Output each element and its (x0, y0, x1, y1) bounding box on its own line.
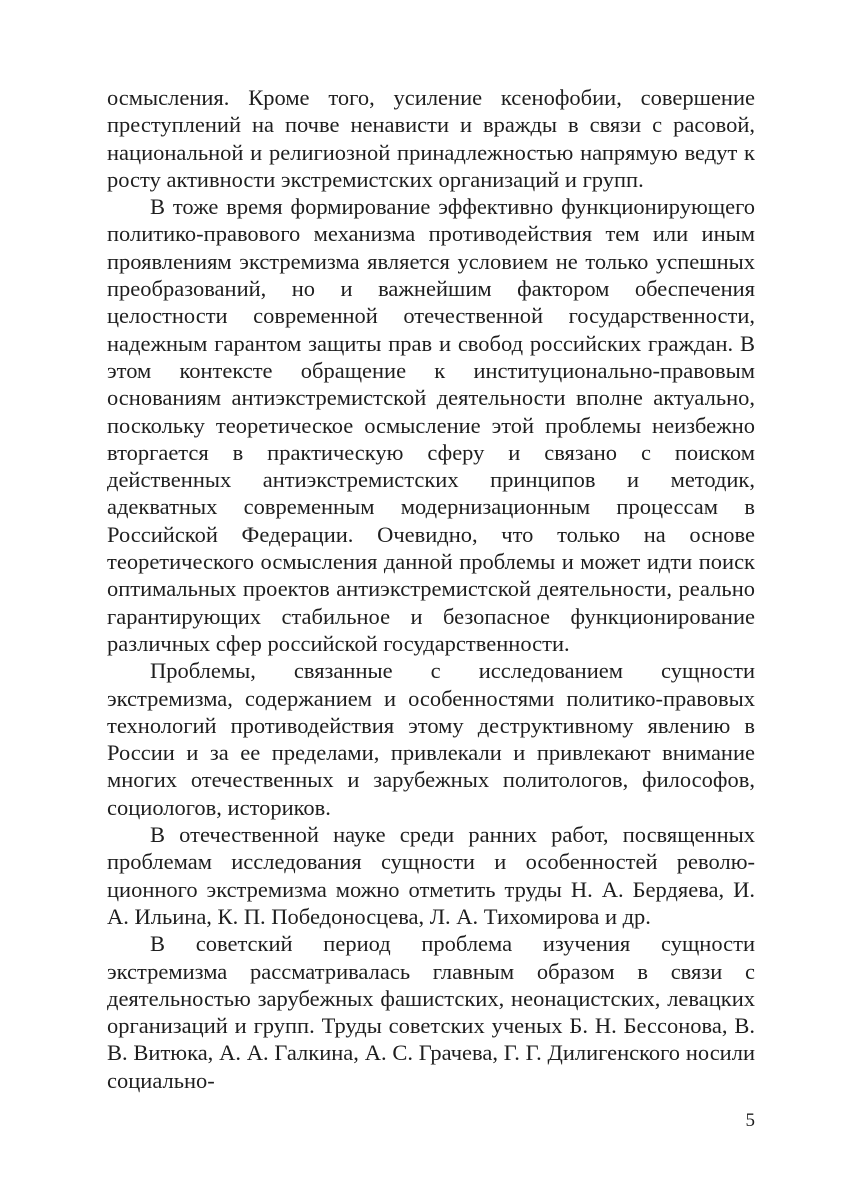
body-text (107, 84, 755, 1094)
paragraph-5: В советский период проблема изучения сущности экстремизма рассматривалась главным образом в связи с деятельностью зарубежных фашистских, неонацистских, левацких организаций и групп. Труды советских ученых Б. Н. Бессонова, В. В. Витюка, А. А. Галкина, А. С. Грачева, Г. Г. Дилигенского носили социально- (107, 931, 755, 1093)
paragraph-1: осмысления. Кроме того, усиление ксенофобии, совершение преступлений на почве ненависти и вражды в связи с расовой, национальной и религиозной принадлежностью напрямую ведут к росту активности экстремистских организаций и групп. (107, 85, 755, 192)
page-number: 5 (745, 1110, 755, 1131)
paragraph-2: В тоже время формирование эффективно функционирующего политико-правового механизма противодействия тем или иным проявлениям экстремизма является условием не только успешных преобразований, но и важнейшим фактором обеспечения целостности современной отечественной государственности, надежным гарантом защиты прав и свобод российских граждан. В этом контексте обращение к институционально-правовым основаниям антиэкстремистской деятельности вполне актуально, поскольку теоретическое осмысление этой проблемы неизбежно вторгается в практическую сферу и связано с поиском действенных антиэкстремистских принципов и методик, адекватных современным модернизационным процессам в Российской Федерации. Очевидно, что только на основе теоретического осмысления данной проблемы и может идти поиск оптимальных проектов антиэкстремистской деятельности, реально гарантирующих стабильное и безопасное функционирование различных сфер российской государственности. (107, 194, 755, 656)
paragraph-3: Проблемы, связанные с исследованием сущности экстремизма, содержанием и особенностями политико-правовых технологий противодействия этому деструктивному явлению в России и за ее пределами, привлекали и привлекают внимание многих отечественных и зарубежных политологов, философов, социологов, историков. (107, 658, 755, 820)
paragraph-4: В отечественной науке среди ранних работ, посвященных проблемам исследования сущности и особенностей революционного экстремизма можно отметить труды Н. А. Бердяева, И. А. Ильина, К. П. Победоносцева, Л. А. Тихомирова и др. (107, 822, 755, 929)
